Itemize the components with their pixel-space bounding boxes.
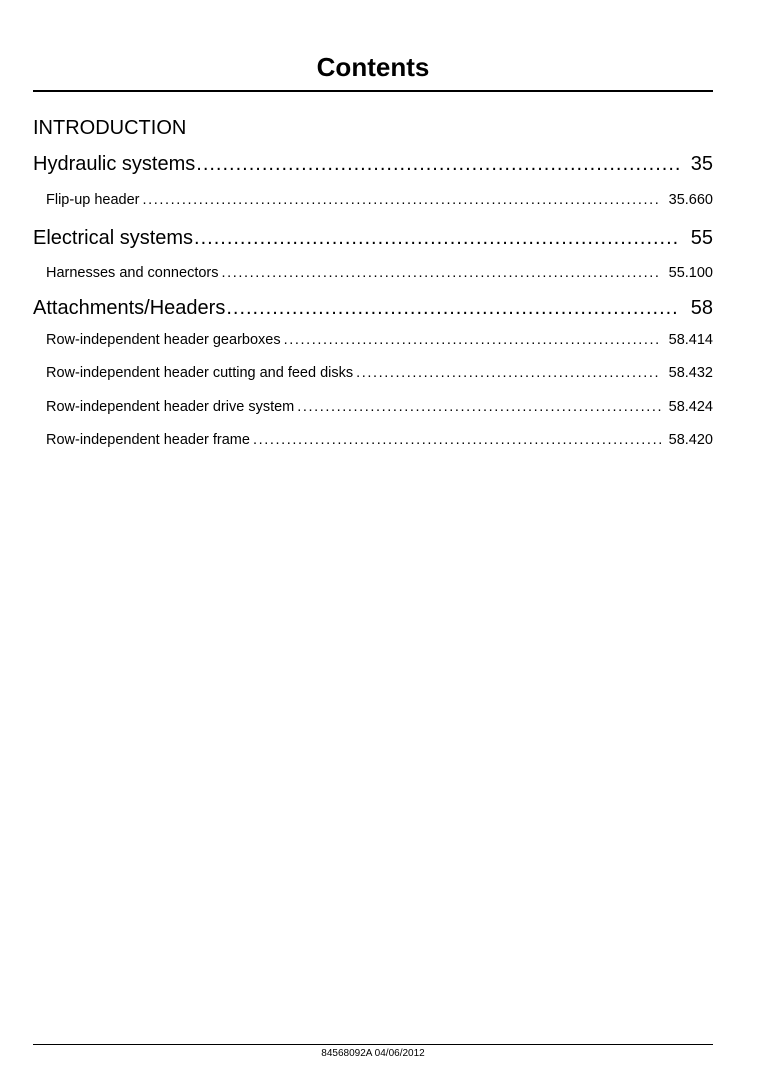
- toc-section-header-gearboxes[interactable]: [46, 331, 713, 349]
- toc-section-page: 58.432: [668, 365, 713, 381]
- toc-section-page: 55.100: [668, 265, 713, 281]
- toc-chapter-electrical-systems[interactable]: [33, 226, 713, 250]
- toc-section-label: Row-independent header cutting and feed disks: [46, 365, 354, 381]
- toc-section-page: 35.660: [668, 192, 713, 208]
- dot-leader: [297, 398, 660, 416]
- toc-chapter-label: Electrical systems: [33, 227, 194, 249]
- toc-section-header-drive-system[interactable]: [46, 398, 713, 416]
- toc-section-flip-up-header[interactable]: [46, 191, 713, 209]
- toc-entry-introduction[interactable]: INTRODUCTION: [33, 117, 187, 139]
- toc-chapter-label: Hydraulic systems: [33, 153, 196, 175]
- dot-leader: [196, 152, 679, 176]
- toc-chapter-label: Attachments/Headers: [33, 297, 226, 319]
- toc-section-label: Flip-up header: [46, 192, 140, 208]
- footer-divider: [33, 1044, 713, 1045]
- toc-chapter-hydraulic-systems[interactable]: [33, 152, 713, 176]
- dot-leader: [253, 431, 661, 449]
- toc-section-label: Row-independent header drive system: [46, 399, 295, 415]
- toc-section-header-frame[interactable]: [46, 431, 713, 449]
- toc-section-header-cutting-and-feed-disks[interactable]: [46, 364, 713, 382]
- dot-leader: [226, 296, 679, 320]
- toc-chapter-attachments-headers[interactable]: [33, 296, 713, 320]
- title-divider: [33, 90, 713, 92]
- toc-chapter-page: 55: [690, 227, 713, 249]
- toc-section-page: 58.424: [668, 399, 713, 415]
- dot-leader: [284, 331, 661, 349]
- toc-section-label: Row-independent header gearboxes: [46, 332, 281, 348]
- footer-doc-id: 84568092A 04/06/2012: [321, 1048, 425, 1059]
- page-title: Contents: [316, 52, 430, 82]
- toc-chapter-page: 35: [690, 153, 713, 175]
- toc-section-label: Harnesses and connectors: [46, 265, 219, 281]
- dot-leader: [222, 264, 661, 282]
- toc-chapter-page: 58: [690, 297, 713, 319]
- toc-section-page: 58.414: [668, 332, 713, 348]
- dot-leader: [194, 226, 679, 250]
- dot-leader: [356, 364, 661, 382]
- dot-leader: [143, 191, 661, 209]
- toc-section-label: Row-independent header frame: [46, 432, 250, 448]
- toc-section-harnesses-and-connectors[interactable]: [46, 264, 713, 282]
- toc-section-page: 58.420: [668, 432, 713, 448]
